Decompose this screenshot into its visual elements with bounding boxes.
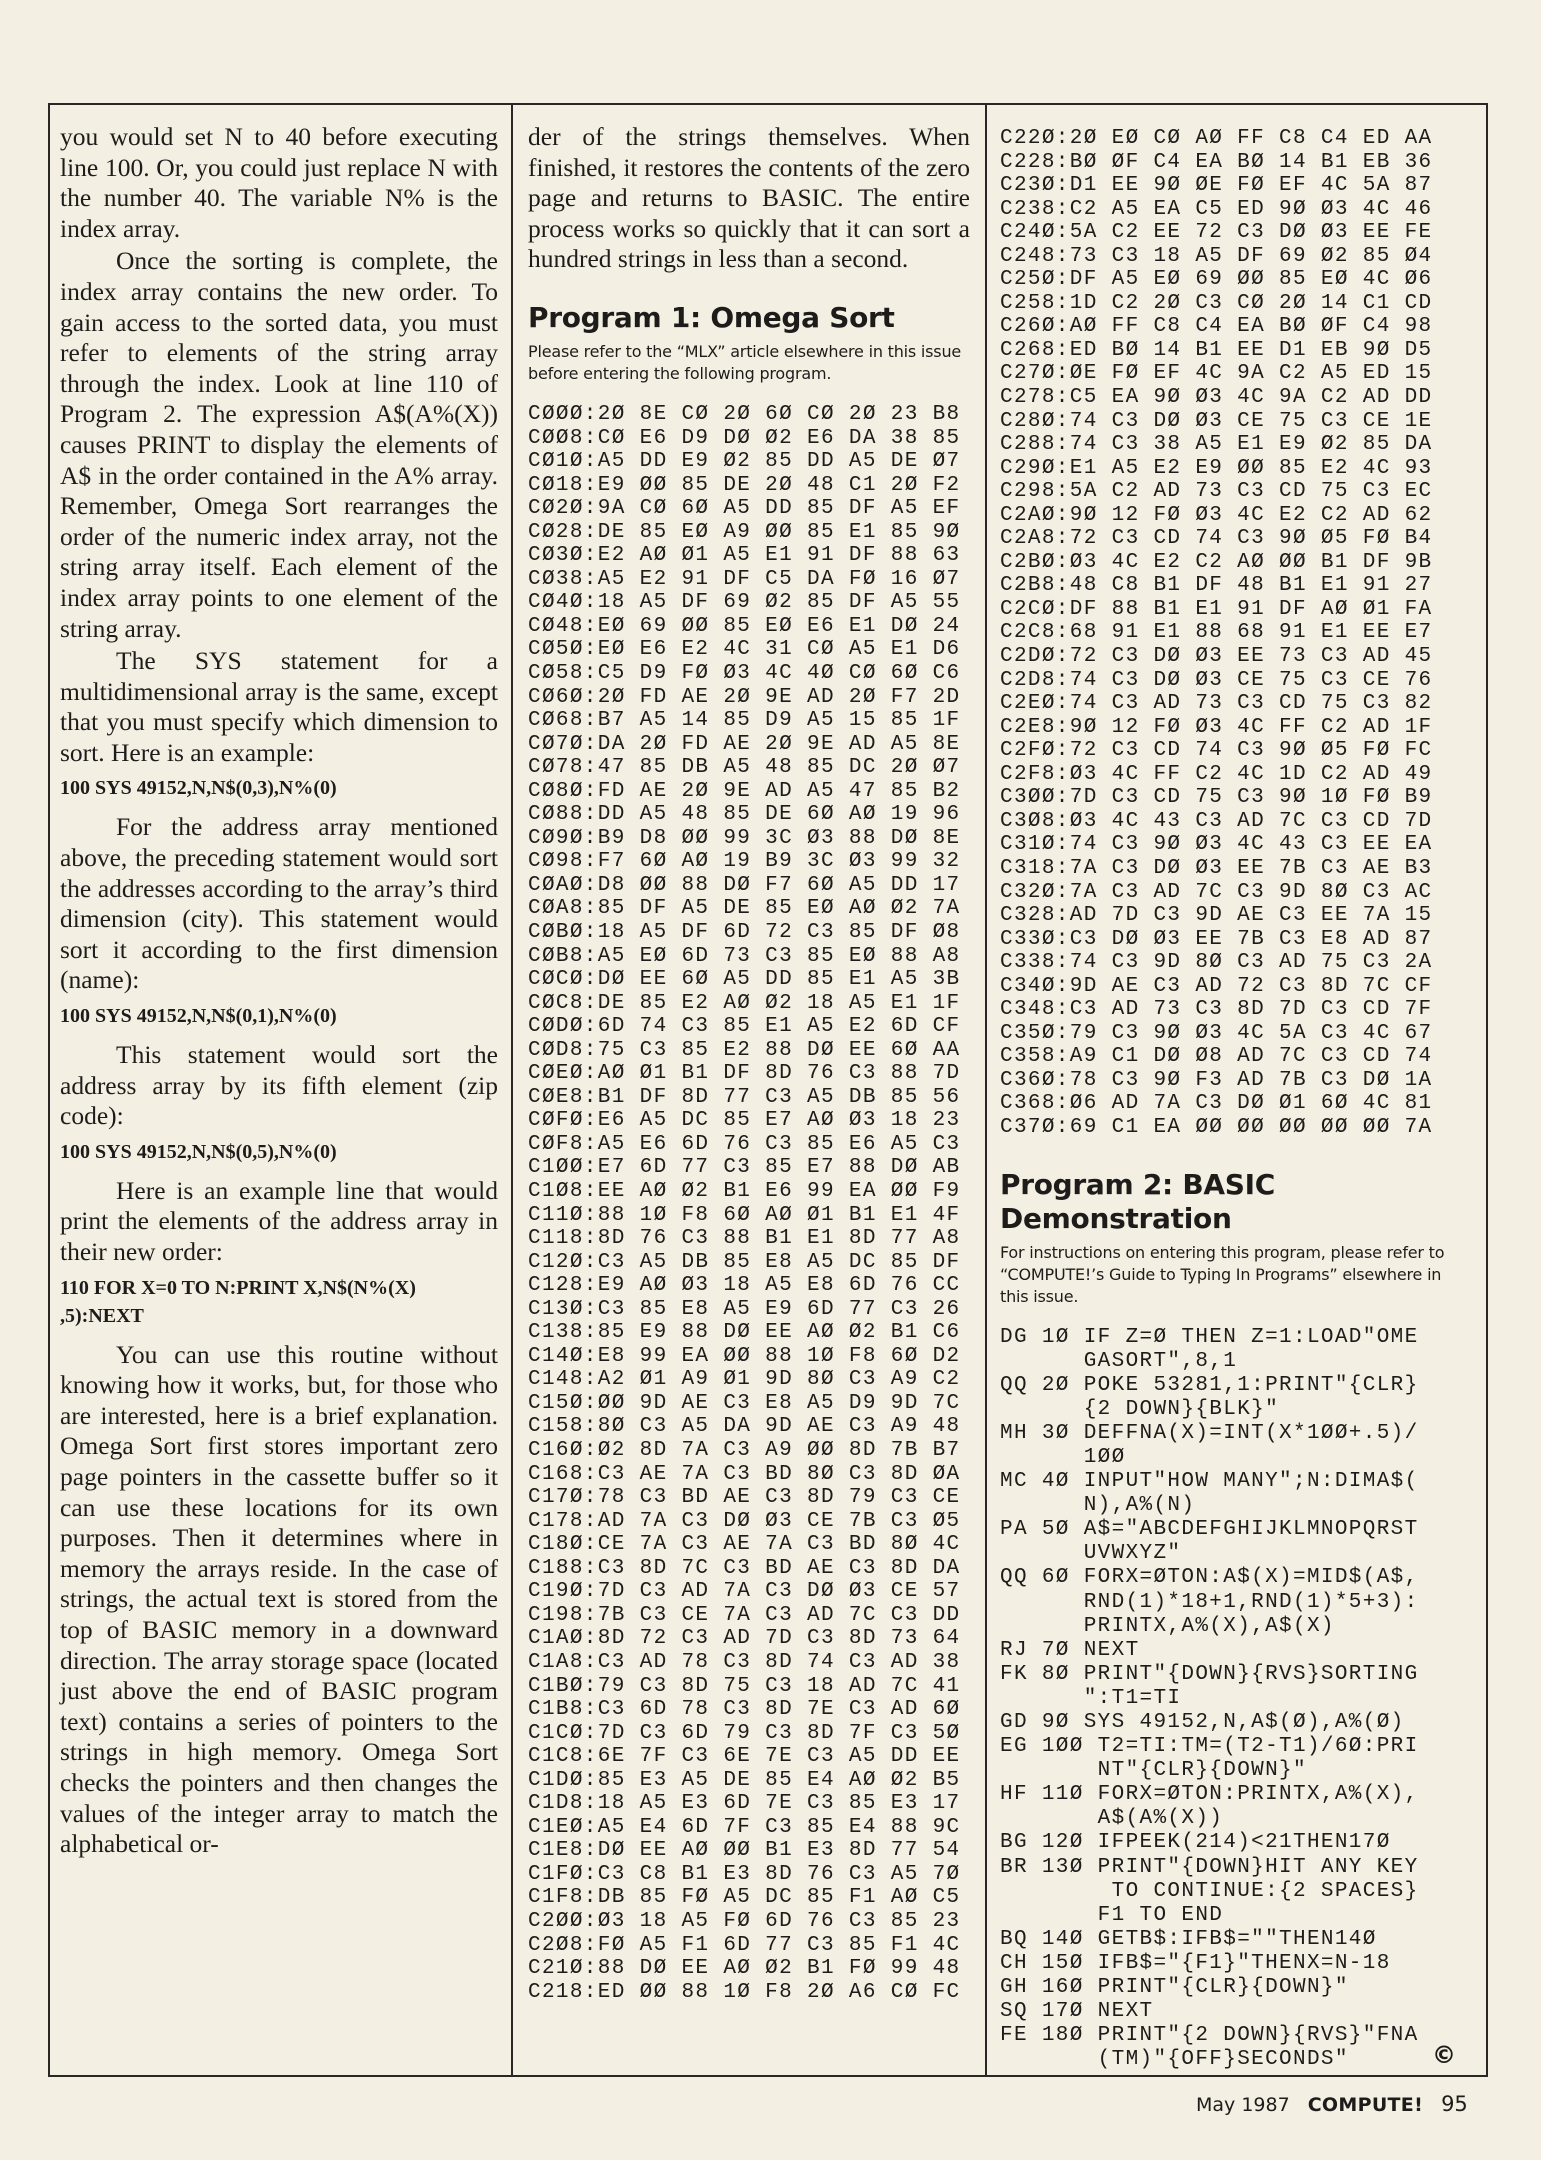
hex-line: C1FØ:C3 C8 B1 E3 8D 76 C3 A5 7Ø	[528, 1862, 961, 1886]
basic-line	[1000, 1928, 1472, 1952]
paragraph: Once the sorting is complete, the index array contains the new order. To gain access to the sorted data, you must refer to elements of the string array through the index. Look at line 110 of Program 2. The expression A$(A%(X)) causes PRINT to display the elements of A$ in the order contained in the A% array. Remember, Omega Sort rearranges the order of the numeric index array, not the string array itself. Each element of the index array points to one element of the string array.	[60, 246, 498, 643]
program2-title-line: Demonstration	[1000, 1201, 1232, 1235]
column-divider	[985, 103, 987, 2075]
hex-line: C2CØ:DF 88 B1 E1 91 DF AØ Ø1 FA	[1000, 597, 1433, 621]
hex-line: CØ48:EØ 69 ØØ 85 EØ E6 E1 DØ 24	[528, 614, 961, 638]
hex-line: C2DØ:72 C3 DØ Ø3 EE 73 C3 AD 45	[1000, 645, 1433, 669]
article-column-left	[60, 122, 498, 1860]
line-number: 3Ø	[1041, 1421, 1070, 1445]
hex-line: C1D8:18 A5 E3 6D 7E C3 85 E3 17	[528, 1792, 961, 1816]
hex-line: C158:8Ø C3 A5 DA 9D AE C3 A9 48	[528, 1415, 961, 1439]
article-column-right	[1000, 127, 1472, 2072]
hex-line: C148:A2 Ø1 A9 Ø1 9D 8Ø C3 A9 C2	[528, 1368, 961, 1392]
hex-line: CØ68:B7 A5 14 85 D9 A5 15 85 1F	[528, 709, 961, 733]
hex-line: C278:C5 EA 9Ø Ø3 4C 9A C2 AD DD	[1000, 386, 1433, 410]
code-example: 100 SYS 49152,N,N$(0,1),N%(0)	[60, 1005, 337, 1028]
program2-title	[1000, 1168, 1472, 1236]
basic-line	[1000, 1856, 1472, 1928]
hex-line: C248:73 C3 18 A5 DF 69 Ø2 85 Ø4	[1000, 244, 1433, 268]
line-number: 9Ø	[1041, 1711, 1070, 1735]
hex-line: C178:AD 7A C3 DØ Ø3 CE 7B C3 Ø5	[528, 1509, 961, 1533]
hex-line: C17Ø:78 C3 BD AE C3 8D 79 C3 CE	[528, 1486, 961, 1510]
line-checksum: PA	[1000, 1518, 1028, 1542]
hex-line: C368:Ø6 AD 7A C3 DØ Ø1 6Ø 4C 81	[1000, 1092, 1433, 1116]
hex-line: C348:C3 AD 73 C3 8D 7D C3 CD 7F	[1000, 998, 1433, 1022]
line-checksum: EG	[1000, 1735, 1028, 1759]
hex-line: C358:A9 C1 DØ Ø8 AD 7C C3 CD 74	[1000, 1045, 1433, 1069]
code-fragment: UVWXYZ"	[1083, 1542, 1182, 1566]
basic-line	[1000, 1422, 1472, 1470]
hex-line: C18Ø:CE 7A C3 AE 7A C3 BD 8Ø 4C	[528, 1533, 961, 1557]
line-checksum: FE	[1000, 2024, 1028, 2048]
paragraph: This statement would sort the address array by its fifth element (zip code):	[60, 1040, 498, 1131]
hex-line: C22Ø:2Ø EØ CØ AØ FF C8 C4 ED AA	[1000, 127, 1433, 150]
hex-line: CØFØ:E6 A5 DC 85 E7 AØ Ø3 18 23	[528, 1109, 961, 1133]
paragraph: You can use this routine without knowing how it works, but, for those who are interested, here is a brief explanation. Omega Sort first stores important zero page pointers in the cassette buffer so it can use these locations for its own purposes. Then it determines where in memory the arrays reside. In the case of strings, the actual text is stored from the top of BASIC memory in a downward direction. The array storage space (located just above the end of BASIC program text) contains a series of pointers to the strings in high memory. Omega Sort checks the pointers and then changes the values of the integer array to match the alphabetical or-	[60, 1339, 498, 1859]
hex-line: CØ18:E9 ØØ 85 DE 2Ø 48 C1 2Ø F2	[528, 473, 961, 497]
hex-line: C1EØ:A5 E4 6D 7F C3 85 E4 88 9C	[528, 1815, 961, 1839]
hex-line: C1CØ:7D C3 6D 79 C3 8D 7F C3 5Ø	[528, 1721, 961, 1745]
line-code	[1084, 1374, 1419, 1422]
hex-line: C258:1D C2 2Ø C3 CØ 2Ø 14 C1 CD	[1000, 291, 1433, 315]
code-fragment: N),A%(N)	[1083, 1494, 1196, 1518]
program2-title-line: Program 2: BASIC	[1000, 1167, 1276, 1201]
code-fragment: PRINT"{DOWN}{RVS}SORTING	[1083, 1662, 1419, 1686]
code-fragment: POKE 53281,1:PRINT"{CLR}	[1083, 1373, 1419, 1397]
hex-line: CØ4Ø:18 A5 DF 69 Ø2 85 DF A5 55	[528, 591, 961, 615]
hex-line: C1B8:C3 6D 78 C3 8D 7E C3 AD 6Ø	[528, 1698, 961, 1722]
hex-line: CØA8:85 DF A5 DE 85 EØ AØ Ø2 7A	[528, 897, 961, 921]
basic-line	[1000, 1663, 1472, 1711]
hex-line: CØ58:C5 D9 FØ Ø3 4C 4Ø CØ 6Ø C6	[528, 661, 961, 685]
hex-line: CØ6Ø:2Ø FD AE 2Ø 9E AD 2Ø F7 2D	[528, 685, 961, 709]
hex-line: C338:74 C3 9D 8Ø C3 AD 75 C3 2A	[1000, 951, 1433, 975]
hex-line: C2C8:68 91 E1 88 68 91 E1 EE E7	[1000, 621, 1433, 645]
hex-line: C15Ø:ØØ 9D AE C3 E8 A5 D9 9D 7C	[528, 1391, 961, 1415]
page-number: 95	[1441, 2092, 1468, 2116]
paragraph: der of the strings themselves. When finished, it restores the contents of the zero page and returns to BASIC. The entire process works so quickly that it can sort a hundred strings in less than a second.	[528, 122, 970, 274]
hex-line: C1ØØ:E7 6D 77 C3 85 E7 88 DØ AB	[528, 1156, 961, 1180]
line-code	[1098, 1783, 1419, 1831]
hex-line: CØ9Ø:B9 D8 ØØ 99 3C Ø3 88 DØ 8E	[528, 826, 961, 850]
hex-line: CØBØ:18 A5 DF 6D 72 C3 85 DF Ø8	[528, 921, 961, 944]
hex-line: C26Ø:AØ FF C8 C4 EA BØ ØF C4 98	[1000, 315, 1433, 339]
basic-line	[1000, 1566, 1472, 1638]
hex-line: C2AØ:9Ø 12 FØ Ø3 4C E2 C2 AD 62	[1000, 503, 1433, 527]
line-checksum: BG	[1000, 1831, 1028, 1855]
hex-line: C28Ø:74 C3 DØ Ø3 CE 75 C3 CE 1E	[1000, 409, 1433, 433]
hex-line: CØCØ:DØ EE 6Ø A5 DD 85 E1 A5 3B	[528, 968, 961, 992]
hex-line: CØ2Ø:9A CØ 6Ø A5 DD 85 DF A5 EF	[528, 497, 961, 521]
hex-line: C288:74 C3 38 A5 E1 E9 Ø2 85 DA	[1000, 433, 1433, 457]
hex-line: CØ5Ø:EØ E6 E2 4C 31 CØ A5 E1 D6	[528, 638, 961, 662]
hex-line: CØØ8:CØ E6 D9 DØ Ø2 E6 DA 38 85	[528, 426, 961, 450]
page-footer	[1196, 2092, 1468, 2116]
hex-line: C12Ø:C3 A5 DB 85 E8 A5 DC 85 DF	[528, 1250, 961, 1274]
line-number: 15Ø	[1041, 1951, 1084, 1975]
code-fragment: IF Z=Ø THEN Z=1:LOAD"OME	[1083, 1325, 1419, 1349]
hex-line: C218:ED ØØ 88 1Ø F8 2Ø A6 CØ FC	[528, 1980, 961, 2004]
basic-line	[1000, 1518, 1472, 1566]
column-divider	[511, 103, 513, 2075]
line-code	[1098, 2024, 1419, 2072]
hex-line: C3ØØ:7D C3 CD 75 C3 9Ø 1Ø FØ B9	[1000, 786, 1433, 810]
hex-line: C2ØØ:Ø3 18 A5 FØ 6D 76 C3 85 23	[528, 1909, 961, 1933]
code-fragment: T2=TI:TM=(T2-T1)/6Ø:PRI	[1097, 1735, 1419, 1759]
hex-line: C1C8:6E 7F C3 6E 7E C3 A5 DD EE	[528, 1745, 961, 1769]
code-fragment: PRINTX,A%(X),A$(X)	[1083, 1614, 1335, 1638]
basic-line	[1000, 2000, 1472, 2024]
line-code	[1098, 1856, 1419, 1928]
line-number: 2Ø	[1041, 1373, 1070, 1397]
line-code	[1084, 1518, 1419, 1566]
program2-note: For instructions on entering this program, please refer to “COMPUTE!’s Guide to Typing In Programs” elsewhere in this issue.	[1000, 1242, 1445, 1306]
line-checksum: MC	[1000, 1470, 1028, 1494]
line-checksum: FK	[1000, 1662, 1028, 1686]
hex-line: C118:8D 76 C3 88 B1 E1 8D 77 A8	[528, 1227, 961, 1251]
hex-line: CØF8:A5 E6 6D 76 C3 85 E6 A5 C3	[528, 1132, 961, 1156]
hex-line: C228:BØ ØF C4 EA BØ 14 B1 EB 36	[1000, 150, 1433, 174]
hex-line: C1E8:DØ EE AØ ØØ B1 E3 8D 77 54	[528, 1839, 961, 1863]
paragraph: The SYS statement for a multidimensional array is the same, except that you must specify which dimension to sort. Here is an example:	[60, 646, 498, 767]
hex-listing	[1000, 127, 1472, 1140]
line-number: 14Ø	[1041, 1927, 1084, 1951]
hex-line: C36Ø:78 C3 9Ø F3 AD 7B C3 DØ 1A	[1000, 1068, 1433, 1092]
code-fragment: PRINT"{CLR}{DOWN}"	[1097, 1976, 1349, 2000]
basic-line	[1000, 1711, 1472, 1735]
basic-line	[1000, 1783, 1472, 1831]
line-number: 1ØØ	[1041, 1735, 1084, 1759]
hex-line: CØD8:75 C3 85 E2 88 DØ EE 6Ø AA	[528, 1038, 961, 1062]
code-example: 100 SYS 49152,N,N$(0,5),N%(0)	[60, 1140, 337, 1163]
hex-line: C31Ø:74 C3 9Ø Ø3 4C 43 C3 EE EA	[1000, 833, 1433, 857]
hex-line: C33Ø:C3 DØ Ø3 EE 7B C3 E8 AD 87	[1000, 927, 1433, 951]
hex-line: CØEØ:AØ Ø1 B1 DF 8D 76 C3 88 7D	[528, 1062, 961, 1086]
code-fragment: {2 DOWN}{BLK}"	[1083, 1397, 1280, 1421]
hex-line: C1AØ:8D 72 C3 AD 7D C3 8D 73 64	[528, 1627, 961, 1651]
hex-line: C238:C2 A5 EA C5 ED 9Ø Ø3 4C 46	[1000, 197, 1433, 221]
code-fragment: FORX=ØTON:PRINTX,A%(X),	[1097, 1783, 1419, 1807]
hex-line: CØ98:F7 6Ø AØ 19 B9 3C Ø3 99 32	[528, 850, 961, 874]
line-checksum: BR	[1000, 1855, 1028, 1879]
hex-line: C27Ø:ØE FØ EF 4C 9A C2 A5 ED 15	[1000, 362, 1433, 386]
code-fragment: F1 TO END	[1097, 1903, 1224, 1927]
code-fragment: SYS 49152,N,A$(Ø),A%(Ø)	[1083, 1711, 1405, 1735]
hex-line: CØØØ:2Ø 8E CØ 2Ø 6Ø CØ 2Ø 23 B8	[528, 402, 961, 426]
hex-line: C24Ø:5A C2 EE 72 C3 DØ Ø3 EE FE	[1000, 221, 1433, 245]
hex-line: CØC8:DE 85 E2 AØ Ø2 18 A5 E1 1F	[528, 991, 961, 1015]
hex-line: C2F8:Ø3 4C FF C2 4C 1D C2 AD 49	[1000, 762, 1433, 786]
program1-note: Please refer to the “MLX” article elsewhere in this issue before entering the following program.	[528, 341, 962, 383]
line-code	[1084, 1422, 1419, 1470]
line-checksum: HF	[1000, 1783, 1028, 1807]
line-code	[1098, 1976, 1349, 2000]
code-fragment: NEXT	[1097, 2000, 1154, 2024]
line-number: 16Ø	[1041, 1976, 1084, 2000]
line-code	[1084, 1639, 1140, 1663]
line-checksum: GH	[1000, 1976, 1028, 2000]
hex-line: C128:E9 AØ Ø3 18 A5 E8 6D 76 CC	[528, 1274, 961, 1298]
basic-line	[1000, 1976, 1472, 2000]
code-example: 100 SYS 49152,N,N$(0,3),N%(0)	[60, 777, 337, 800]
hex-line: C198:7B C3 CE 7A C3 AD 7C C3 DD	[528, 1603, 961, 1627]
hex-line: CØ28:DE 85 EØ A9 ØØ 85 E1 85 9Ø	[528, 520, 961, 544]
hex-line: C2BØ:Ø3 4C E2 C2 AØ ØØ B1 DF 9B	[1000, 550, 1433, 574]
line-number: 12Ø	[1041, 1831, 1084, 1855]
hex-line: C25Ø:DF A5 EØ 69 ØØ 85 EØ 4C Ø6	[1000, 268, 1433, 292]
code-fragment: RND(1)*18+1,RND(1)*5+3):	[1083, 1590, 1419, 1614]
hex-line: C14Ø:E8 99 EA ØØ 88 1Ø F8 6Ø D2	[528, 1344, 961, 1368]
hex-line: C2D8:74 C3 DØ Ø3 CE 75 C3 CE 76	[1000, 668, 1433, 692]
hex-line: CØ88:DD A5 48 85 DE 6Ø AØ 19 96	[528, 803, 961, 827]
code-fragment: DEFFNA(X)=INT(X*1ØØ+.5)/	[1083, 1421, 1419, 1445]
code-example: 110 FOR X=0 TO N:PRINT X,N$(N%(X) ,5):NEXT	[60, 1276, 416, 1327]
hex-line: C268:ED BØ 14 B1 EE D1 EB 9Ø D5	[1000, 338, 1433, 362]
basic-line	[1000, 1470, 1472, 1518]
line-code	[1098, 1928, 1377, 1952]
hex-line: C11Ø:88 1Ø F8 6Ø AØ Ø1 B1 E1 4F	[528, 1203, 961, 1227]
line-code	[1098, 2000, 1154, 2024]
line-code	[1098, 1735, 1419, 1783]
line-number: 8Ø	[1041, 1662, 1070, 1686]
hex-line: C1BØ:79 C3 8D 75 C3 18 AD 7C 41	[528, 1674, 961, 1698]
basic-line	[1000, 1374, 1472, 1422]
code-fragment: IFB$="{F1}"THENX=N-18	[1097, 1951, 1391, 1975]
paragraph: Here is an example line that would print the elements of the address array in their new order:	[60, 1175, 498, 1266]
basic-line	[1000, 1831, 1472, 1855]
hex-line: C1Ø8:EE AØ Ø2 B1 E6 99 EA ØØ F9	[528, 1180, 961, 1204]
hex-line: C23Ø:D1 EE 9Ø ØE FØ EF 4C 5A 87	[1000, 174, 1433, 198]
hex-line: C37Ø:69 C1 EA ØØ ØØ ØØ ØØ ØØ 7A	[1000, 1115, 1433, 1139]
code-fragment: (TM)"{OFF}SECONDS"	[1097, 2048, 1349, 2072]
code-fragment: PRINT"{2 DOWN}{RVS}"FNA	[1097, 2024, 1419, 2048]
line-checksum: QQ	[1000, 1566, 1028, 1590]
hex-listing	[528, 403, 970, 2004]
basic-line	[1000, 2024, 1472, 2072]
hex-line: CØAØ:D8 ØØ 88 DØ F7 6Ø A5 DD 17	[528, 873, 961, 897]
code-fragment: A$="ABCDEFGHIJKLMNOPQRST	[1083, 1518, 1419, 1542]
hex-line: C318:7A C3 DØ Ø3 EE 7B C3 AE B3	[1000, 856, 1433, 880]
line-checksum: QQ	[1000, 1373, 1028, 1397]
hex-line: C1DØ:85 E3 A5 DE 85 E4 AØ Ø2 B5	[528, 1768, 961, 1792]
line-number: 4Ø	[1041, 1470, 1070, 1494]
hex-line: C138:85 E9 88 DØ EE AØ Ø2 B1 C6	[528, 1321, 961, 1345]
hex-line: CØ7Ø:DA 2Ø FD AE 2Ø 9E AD A5 8E	[528, 732, 961, 756]
line-code	[1084, 1566, 1419, 1638]
line-checksum: RJ	[1000, 1638, 1028, 1662]
code-fragment: 1ØØ	[1083, 1445, 1126, 1469]
hex-line: C328:AD 7D C3 9D AE C3 EE 7A 15	[1000, 904, 1433, 928]
line-number: 1Ø	[1041, 1325, 1070, 1349]
hex-line: C2EØ:74 C3 AD 73 C3 CD 75 C3 82	[1000, 692, 1433, 716]
line-number: 13Ø	[1041, 1855, 1084, 1879]
hex-line: CØ38:A5 E2 91 DF C5 DA FØ 16 Ø7	[528, 567, 961, 591]
hex-line: CØB8:A5 EØ 6D 73 C3 85 EØ 88 A8	[528, 944, 961, 968]
line-code	[1084, 1470, 1419, 1518]
hex-line: C2A8:72 C3 CD 74 C3 9Ø Ø5 FØ B4	[1000, 527, 1433, 551]
hex-line: CØDØ:6D 74 C3 85 E1 A5 E2 6D CF	[528, 1015, 961, 1039]
hex-line: C2E8:9Ø 12 FØ Ø3 4C FF C2 AD 1F	[1000, 715, 1433, 739]
hex-line: C188:C3 8D 7C C3 BD AE C3 8D DA	[528, 1556, 961, 1580]
code-fragment: GASORT",8,1	[1083, 1349, 1238, 1373]
hex-line: C1A8:C3 AD 78 C3 8D 74 C3 AD 38	[528, 1650, 961, 1674]
line-number: 6Ø	[1041, 1566, 1070, 1590]
hex-line: C1F8:DB 85 FØ A5 DC 85 F1 AØ C5	[528, 1886, 961, 1910]
hex-line: C34Ø:9D AE C3 AD 72 C3 8D 7C CF	[1000, 974, 1433, 998]
code-fragment: IFPEEK(214)<21THEN17Ø	[1097, 1831, 1391, 1855]
hex-line: CØ78:47 85 DB A5 48 85 DC 2Ø Ø7	[528, 756, 961, 780]
article-column-middle	[528, 122, 970, 2004]
hex-line: C13Ø:C3 85 E8 A5 E9 6D 77 C3 26	[528, 1297, 961, 1321]
hex-line: C32Ø:7A C3 AD 7C C3 9D 8Ø C3 AC	[1000, 880, 1433, 904]
hex-line: CØ3Ø:E2 AØ Ø1 A5 E1 91 DF 88 63	[528, 544, 961, 568]
hex-line: C19Ø:7D C3 AD 7A C3 DØ Ø3 CE 57	[528, 1580, 961, 1604]
code-fragment: PRINT"{DOWN}HIT ANY KEY	[1097, 1855, 1419, 1879]
end-mark-icon: ©	[1432, 2041, 1456, 2069]
line-number: 5Ø	[1041, 1518, 1070, 1542]
line-checksum: MH	[1000, 1421, 1028, 1445]
line-number: 18Ø	[1041, 2024, 1084, 2048]
basic-listing	[1000, 1326, 1472, 2073]
basic-line	[1000, 1735, 1472, 1783]
program1-title: Program 1: Omega Sort	[528, 300, 895, 334]
paragraph: For the address array mentioned above, the preceding statement would sort the addresses according to the array’s third dimension (city). This statement would sort it according to the first dimension (name):	[60, 812, 498, 995]
hex-line: C168:C3 AE 7A C3 BD 8Ø C3 8D ØA	[528, 1462, 961, 1486]
line-code	[1084, 1663, 1419, 1711]
code-fragment: NEXT	[1083, 1638, 1140, 1662]
hex-line: C29Ø:E1 A5 E2 E9 ØØ 85 E2 4C 93	[1000, 456, 1433, 480]
basic-line	[1000, 1639, 1472, 1663]
line-code	[1098, 1831, 1391, 1855]
line-code	[1084, 1711, 1405, 1735]
hex-line: C35Ø:79 C3 9Ø Ø3 4C 5A C3 4C 67	[1000, 1021, 1433, 1045]
hex-line: CØ8Ø:FD AE 2Ø 9E AD A5 47 85 B2	[528, 779, 961, 803]
line-checksum: SQ	[1000, 2000, 1028, 2024]
issue-date: May 1987	[1196, 2094, 1290, 2116]
basic-line	[1000, 1326, 1472, 1374]
hex-line: CØE8:B1 DF 8D 77 C3 A5 DB 85 56	[528, 1085, 961, 1109]
line-checksum: BQ	[1000, 1927, 1028, 1951]
code-fragment: NT"{CLR}{DOWN}"	[1097, 1759, 1307, 1783]
code-fragment: FORX=ØTON:A$(X)=MID$(A$,	[1083, 1566, 1419, 1590]
line-checksum: CH	[1000, 1951, 1028, 1975]
hex-line: C298:5A C2 AD 73 C3 CD 75 C3 EC	[1000, 480, 1433, 504]
line-code	[1098, 1952, 1391, 1976]
line-number: 17Ø	[1041, 2000, 1084, 2024]
code-fragment: A$(A%(X))	[1097, 1807, 1224, 1831]
line-checksum: GD	[1000, 1711, 1028, 1735]
code-fragment: GETB$:IFB$=""THEN14Ø	[1097, 1927, 1377, 1951]
hex-line: C3Ø8:Ø3 4C 43 C3 AD 7C C3 CD 7D	[1000, 809, 1433, 833]
code-fragment: TO CONTINUE:{2 SPACES}	[1097, 1879, 1419, 1903]
code-fragment: INPUT"HOW MANY";N:DIMA$(	[1083, 1470, 1419, 1494]
hex-line: C16Ø:Ø2 8D 7A C3 A9 ØØ 8D 7B B7	[528, 1439, 961, 1463]
hex-line: C2B8:48 C8 B1 DF 48 B1 E1 91 27	[1000, 574, 1433, 598]
line-number: 7Ø	[1041, 1638, 1070, 1662]
hex-line: C21Ø:88 DØ EE AØ Ø2 B1 FØ 99 48	[528, 1957, 961, 1981]
paragraph: you would set N to 40 before executing line 100. Or, you could just replace N with the number 40. The variable N% is the index array.	[60, 122, 498, 243]
line-code	[1084, 1326, 1419, 1374]
line-checksum: DG	[1000, 1325, 1028, 1349]
basic-line	[1000, 1952, 1472, 1976]
line-number: 11Ø	[1041, 1783, 1084, 1807]
hex-line: CØ1Ø:A5 DD E9 Ø2 85 DD A5 DE Ø7	[528, 450, 961, 474]
hex-line: C2Ø8:FØ A5 F1 6D 77 C3 85 F1 4C	[528, 1933, 961, 1957]
hex-line: C2FØ:72 C3 CD 74 C3 9Ø Ø5 FØ FC	[1000, 739, 1433, 763]
magazine-name: COMPUTE!	[1307, 2094, 1424, 2116]
code-fragment: ":T1=TI	[1083, 1686, 1182, 1710]
